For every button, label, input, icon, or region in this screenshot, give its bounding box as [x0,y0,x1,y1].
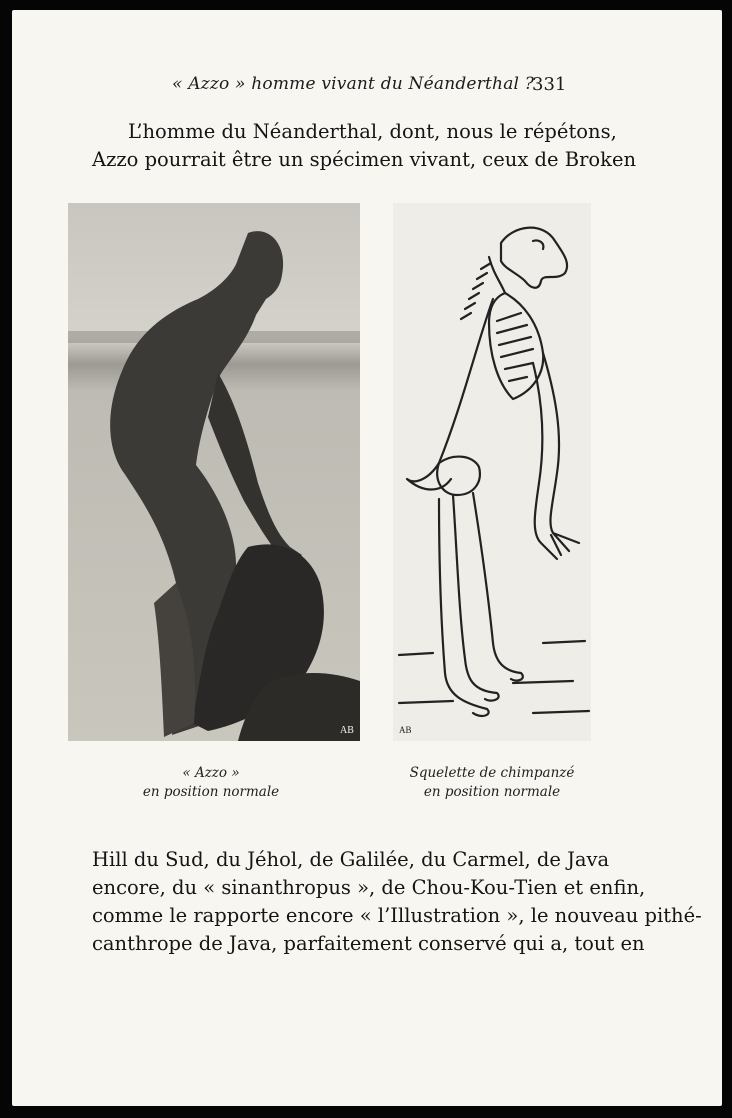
running-head [0,74,732,104]
chimpanzee-skeleton-sketch-icon [393,203,591,741]
photo-of-man-icon [68,203,360,741]
figure-chimpanzee-sketch [393,203,591,741]
text-line: comme le rapporte encore « l’Illustration », le nouveau pithé- [92,904,702,927]
paragraph-top [92,118,637,174]
page-number: 331 [532,74,567,95]
text-line: canthrope de Java, parfaitement conservé qui a, tout en [92,932,645,955]
text-line: L’homme du Néanderthal, dont, nous le répétons, [128,120,617,143]
caption-right-line2: en position normale [423,784,561,800]
caption-right [396,764,588,802]
caption-left-line2: en position normale [142,784,280,800]
paragraph-bottom [92,846,702,958]
text-line: encore, du « sinanthropus », de Chou-Kou-Tien et enfin, [92,876,646,899]
caption-left-line1: « Azzo » [182,765,240,781]
running-head-title: « Azzo » homme vivant du Néanderthal ? [172,74,535,94]
caption-left [120,764,302,802]
figure-photo-azzo [68,203,360,741]
svg-text:AB: AB [340,725,354,736]
caption-right-line1: Squelette de chimpanzé [409,765,575,781]
svg-text:AB: AB [399,725,412,735]
text-line: Azzo pourrait être un spécimen vivant, ceux de Broken [92,148,637,171]
text-line: Hill du Sud, du Jéhol, de Galilée, du Carmel, de Java [92,848,610,871]
